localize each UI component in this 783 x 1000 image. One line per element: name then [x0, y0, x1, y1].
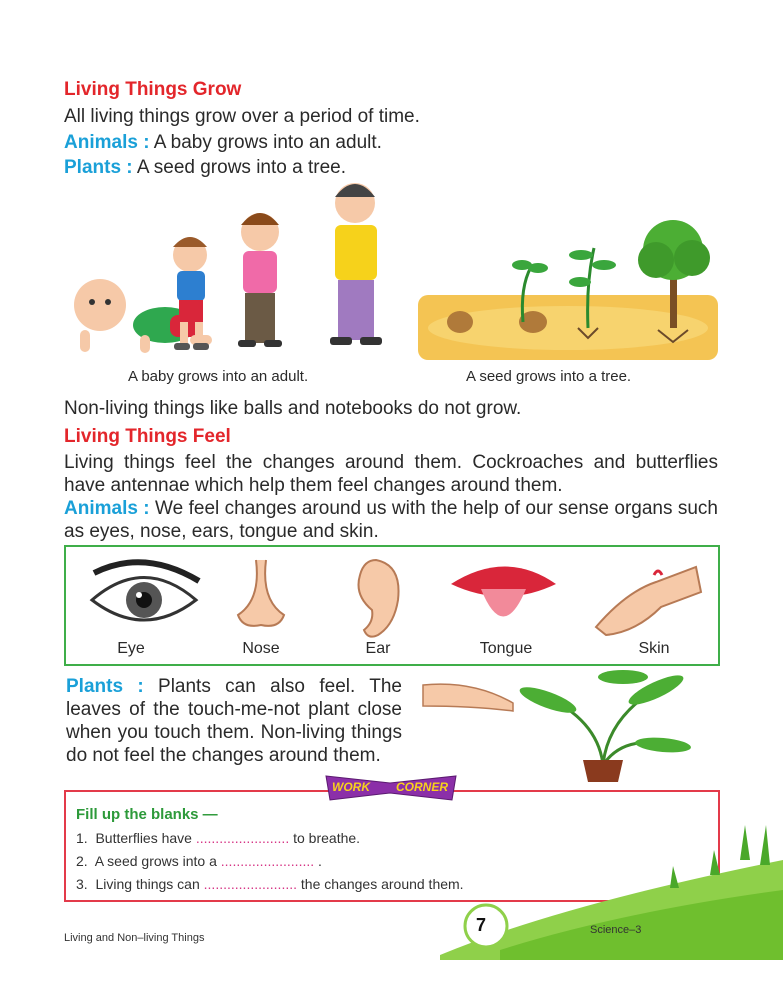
plants-key: Plants :	[64, 157, 133, 178]
sense-label-ear: Ear	[365, 640, 391, 657]
answer-blank[interactable]: ........................	[195, 830, 290, 846]
question-text-after: .	[318, 853, 322, 869]
question-1	[76, 830, 360, 846]
fill-blanks-title: Fill up the blanks —	[76, 806, 218, 823]
child-growth-illustration	[60, 175, 400, 365]
plants-feel-paragraph	[66, 675, 402, 767]
touch-me-not-plant-icon	[517, 670, 691, 782]
feel-paragraph: Living things feel the changes around them. Cockroaches and butterflies have antennae which help them feel changes around them.	[64, 452, 718, 496]
question-text-before: Living things can	[95, 876, 200, 892]
ear-icon	[346, 555, 406, 640]
section-heading-grow: Living Things Grow	[64, 79, 242, 100]
seed-growth-illustration	[418, 210, 718, 360]
question-3	[76, 876, 464, 892]
tongue-icon	[446, 559, 561, 634]
plants-feel-text: Plants can also feel. The leaves of the touch-me-not plant close when you touch them. Non-living things do not feel the changes around them.	[66, 676, 402, 766]
section-heading-feel: Living Things Feel	[64, 426, 231, 447]
sense-label-eye: Eye	[117, 640, 145, 657]
nose-icon	[221, 555, 301, 635]
animals-grow-line	[64, 131, 382, 154]
question-2	[76, 853, 322, 869]
sense-label-tongue: Tongue	[479, 640, 533, 657]
footer-subject: Science–3	[590, 924, 642, 936]
work-corner-badge	[322, 773, 460, 803]
caption-baby: A baby grows into an adult.	[128, 368, 309, 385]
man-figure	[330, 183, 382, 345]
animals-feel-key: Animals :	[64, 498, 150, 519]
touch-me-not-illustration	[418, 665, 718, 785]
badge-work-text: WORK	[332, 780, 370, 794]
badge-corner-text: CORNER	[396, 780, 449, 794]
question-text-before: A seed grows into a	[94, 853, 217, 869]
answer-blank[interactable]: ........................	[220, 853, 315, 869]
question-number: 2.	[76, 853, 88, 869]
question-text-before: Butterflies have	[95, 830, 192, 846]
question-number: 3.	[76, 876, 88, 892]
pointing-hand-icon	[423, 684, 513, 711]
caption-seed: A seed grows into a tree.	[466, 368, 632, 385]
sense-organs-box	[64, 545, 720, 666]
nonliving-grow-text: Non-living things like balls and notebooks do not grow.	[64, 398, 522, 419]
hand-skin-icon	[586, 557, 706, 637]
animals-feel-text: We feel changes around us with the help of our sense organs such as eyes, nose, ears, tongue and skin.	[64, 498, 718, 542]
sense-label-nose: Nose	[242, 640, 280, 657]
animals-key: Animals :	[64, 132, 150, 153]
animals-feel-paragraph	[64, 497, 718, 543]
question-number: 1.	[76, 830, 88, 846]
animals-grow-text: A baby grows into an adult.	[153, 132, 382, 153]
plants-feel-key: Plants :	[66, 676, 144, 697]
grow-intro: All living things grow over a period of time.	[64, 106, 420, 127]
seed-icon	[447, 311, 473, 333]
answer-blank[interactable]: ........................	[203, 876, 298, 892]
page-number: 7	[476, 915, 487, 935]
boy-figure	[238, 213, 282, 347]
question-text-after: to breathe.	[293, 830, 361, 846]
eye-icon	[84, 555, 204, 635]
sense-label-skin: Skin	[638, 640, 670, 657]
question-text-after: the changes around them.	[300, 876, 464, 892]
plants-grow-text: A seed grows into a tree.	[136, 157, 346, 178]
footer-chapter-title: Living and Non–living Things	[64, 932, 205, 944]
